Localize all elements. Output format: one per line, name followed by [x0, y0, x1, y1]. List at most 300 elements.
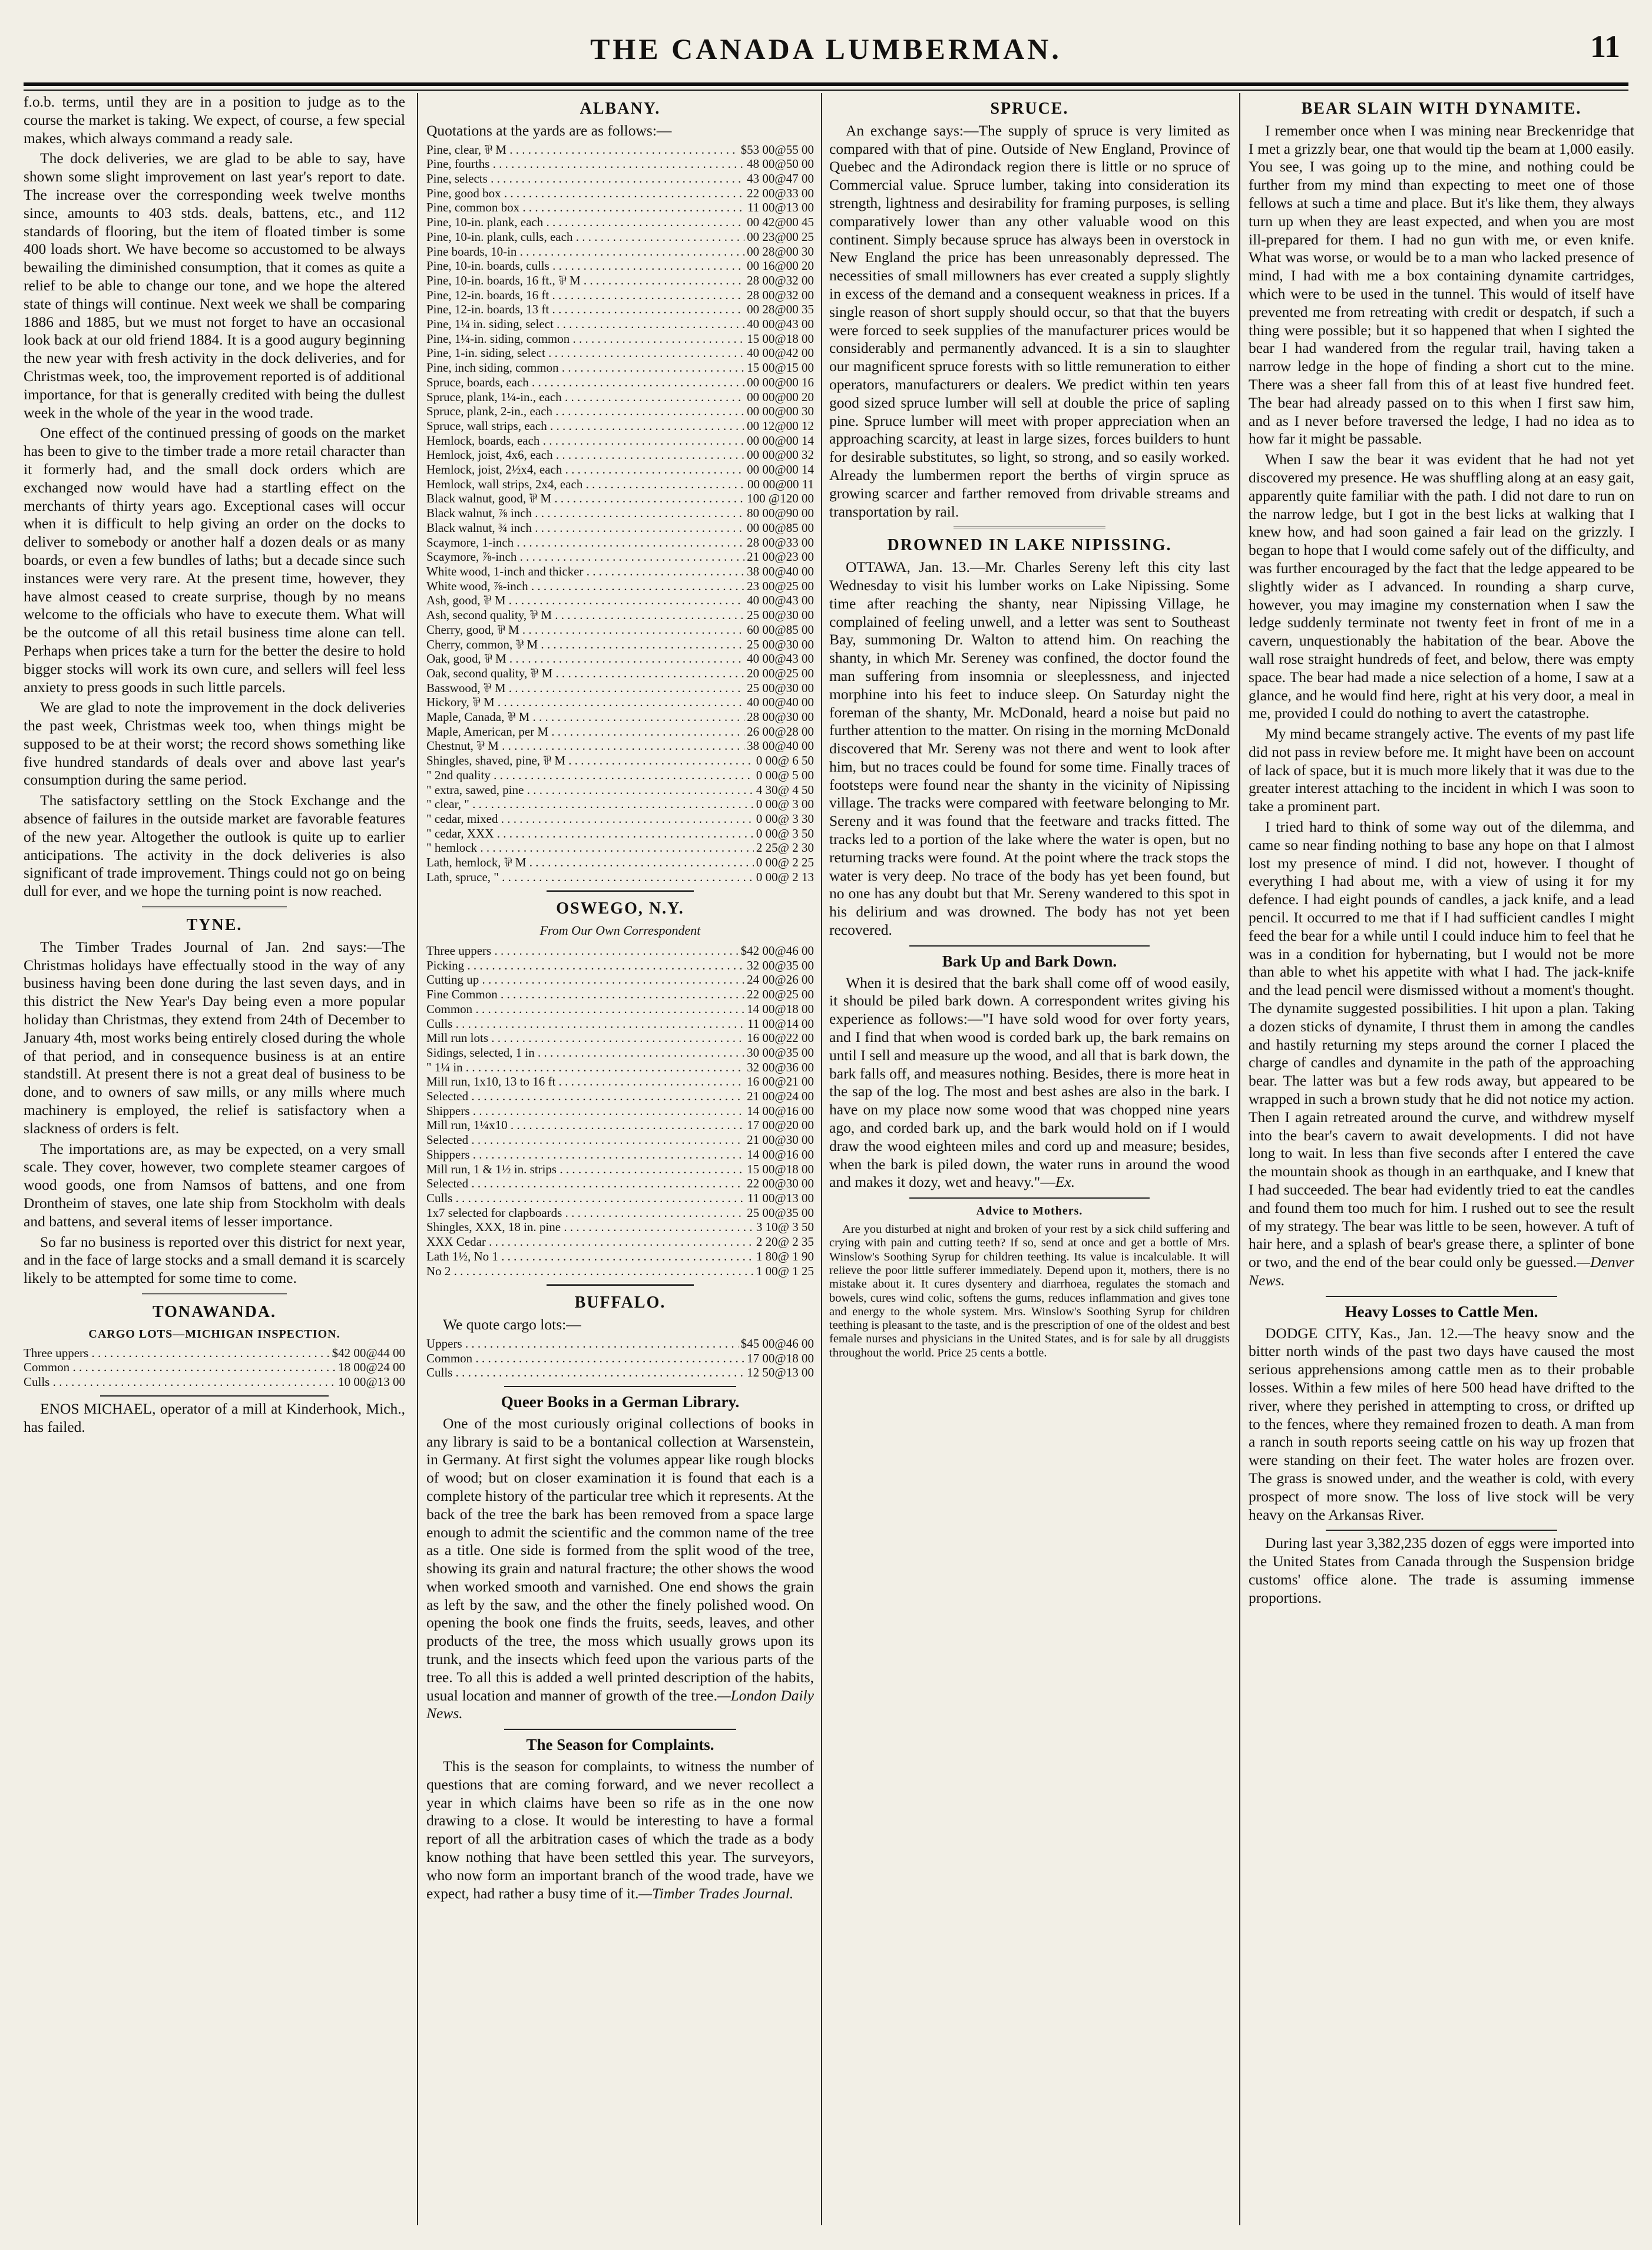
price-item-name: Oak, second quality, ⅌ M . . . [426, 666, 744, 681]
price-item-name: Pine, clear, ⅌ M . . . [426, 143, 739, 157]
price-item-name: " cedar, mixed . . . [426, 812, 754, 826]
price-row [426, 521, 814, 535]
price-item-name: Chestnut, ⅌ M . . . [426, 739, 744, 753]
price-row [426, 1176, 814, 1191]
price-row [426, 375, 814, 390]
price-item-name: " cedar, XXX . . . [426, 826, 754, 841]
price-item-name: Pine, 10-in. boards, 16 ft., ⅌ M . . . [426, 273, 744, 288]
price-item-name: White wood, ⅞-inch . . . [426, 579, 744, 594]
price-row [426, 841, 814, 855]
price-row [426, 1235, 814, 1249]
price-row [426, 535, 814, 550]
price-item-value: 0 00@ 2 25 [756, 855, 814, 870]
price-row [426, 434, 814, 448]
price-item-name: Selected . . . [426, 1133, 744, 1147]
price-item-value: 00 00@00 11 [747, 477, 814, 491]
price-item-value: 14 00@16 00 [747, 1103, 814, 1118]
separator [142, 906, 287, 909]
price-item-value: 00 23@00 25 [747, 229, 814, 244]
price-item-value: 15 00@18 00 [747, 331, 814, 346]
price-item-name: Spruce, wall strips, each . . . [426, 419, 744, 434]
price-item-name: Selected . . . [426, 1176, 744, 1191]
price-row [426, 579, 814, 594]
price-item-value: 0 00@ 5 00 [756, 767, 814, 782]
price-item-value: 40 00@42 00 [747, 346, 814, 360]
price-item-name: Mill run lots . . . [426, 1031, 744, 1045]
price-row [426, 506, 814, 521]
price-row [426, 695, 814, 710]
separator [547, 890, 694, 893]
price-item-name: Three uppers . . . [426, 944, 739, 958]
price-item-name: Scaymore, 1-inch . . . [426, 535, 744, 550]
price-row [426, 1002, 814, 1017]
article-title-bear: BEAR SLAIN WITH DYNAMITE. [1301, 100, 1582, 118]
paragraph: Are you disturbed at night and broken of your rest by a sick child suffering and crying with pain and cutting teeth? If so, send at once and get a bottle of Mrs. Winslow's Soothing Syrup for children teething. Its value is incalculable. It will relieve the poor little sufferer immediately. Depend upon it, mothers, there is no mistake about it. It cures dysentery and diarrhoea, regulates the stomach and bowels, cures wind colic, softens the gums, reduces inflammation and gives tone and energy to the whole system. Mrs. Winslow's Soothing Syrup for children teething is pleasant to the taste, and is the prescription of one of the oldest and best female nurses and physicians in the United States, and is for sale by all druggists throughout the world. Price 25 cents a bottle. [829, 1223, 1230, 1359]
price-item-name: Sidings, selected, 1 in . . . [426, 1045, 744, 1060]
price-item-name: Spruce, plank, 2-in., each . . . [426, 404, 744, 419]
price-row [426, 1089, 814, 1104]
price-item-value: 38 00@40 00 [747, 739, 814, 753]
price-item-value: 21 00@30 00 [747, 1133, 814, 1147]
price-row [426, 753, 814, 768]
price-row: Common . . . 18 00@24 00 [24, 1360, 405, 1375]
price-row [426, 710, 814, 724]
price-item-value: 00 00@00 30 [747, 404, 814, 419]
price-item-value: 48 00@50 00 [747, 157, 814, 171]
price-row [426, 944, 814, 958]
paragraph: f.o.b. terms, until they are in a position to judge as to the course the market is taking. We expect, of course, a few special makes, which always command a ready sale. [24, 93, 405, 147]
column-divider [821, 93, 822, 2225]
price-item-name: White wood, 1-inch and thicker . . . [426, 564, 744, 579]
price-row [426, 1206, 814, 1220]
column-divider [1239, 93, 1240, 2225]
price-item-value: 00 28@00 30 [747, 244, 814, 259]
separator [504, 1386, 737, 1387]
price-item-value: 14 00@16 00 [747, 1147, 814, 1162]
price-item-name: Hemlock, joist, 4x6, each . . . [426, 448, 744, 462]
price-item-name: Pine, 1¼-in. siding, common . . . [426, 332, 744, 346]
price-row [426, 1264, 814, 1279]
price-item-value: 22 00@25 00 [747, 987, 814, 1002]
price-row [426, 215, 814, 230]
paragraph: We are glad to note the improvement in the dock deliveries the past week, Christmas week too, when things might be supposed to be at their worst; the record shows something like five hundred standards of deals over and above last year's consumption during the same period. [24, 699, 405, 789]
price-item-name: Ash, good, ⅌ M . . . [426, 593, 744, 608]
price-item-name: Pine, 10-in. boards, culls . . . [426, 259, 744, 273]
price-row [426, 987, 814, 1002]
column-2 [426, 93, 814, 2228]
paragraph: This is the season for complaints, to witness the number of questions that are coming forward, and we never recollect a year in which claims have been so rife as in the one now drawing to a close. It would be interesting to have a formal report of all the arbitration cases of which the trade as a body know nothing that have been settled this year. The surveyors, who now form an important branch of the wood trade, have we expect, had rather a busy time of it.—Timber Trades Journal. [426, 1758, 814, 1902]
price-row [426, 259, 814, 273]
price-row [426, 288, 814, 303]
paragraph: The Timber Trades Journal of Jan. 2nd says:—The Christmas holidays have effectually stood in the way of any business having been done during the last seven days, and in this district the New Year's Day being even a more popular holiday than Christmas, they extend from 24th of December to January 4th, most works being entirely closed during the whole of that period, and in consequence business is at an entire standstill. At present there is not a great deal of business to be done, and to owners of saw mills, or any mills where much machinery is employed, the relief is satisfactory when a slackness of orders is felt. [24, 938, 405, 1137]
article-title-oswego: OSWEGO, N.Y. [556, 899, 684, 918]
price-row [426, 1249, 814, 1264]
price-item-name: Common . . . [426, 1351, 744, 1366]
price-item-value: 11 00@13 00 [747, 200, 814, 215]
paragraph: One of the most curiously original collections of books in any library is said to be a bontanical collection at Warsenstein, in Germany. At first sight the volumes appear like rough blocks of wood; but on closer examination it is found that each is a complete history of the particular tree which it represents. At the back of the tree the bark has been removed from a space large enough to admit the scientific and the common name of the tree as a title. One side is formed from the split wood of the tree, showing its grain and natural fracture; the other shows the wood when worked smooth and varnished. One end shows the grain as left by the saw, and the other the finely polished wood. On opening the book one finds the fruits, seeds, leaves, and other products of the tree, the moss which usually grows upon its trunk, and the insects which feed upon the various parts of the tree. To all this is added a well printed description of the habits, usual location and manner of growth of the tree.—London Daily News. [426, 1414, 814, 1722]
price-row [426, 171, 814, 186]
price-item-name: No 2 . . . [426, 1264, 754, 1279]
price-item-value: 25 00@35 00 [747, 1205, 814, 1220]
price-item-name: Maple, American, per M . . . [426, 724, 744, 739]
price-item-value: 20 00@25 00 [747, 666, 814, 680]
price-item-name: Hemlock, wall strips, 2x4, each . . . [426, 477, 745, 492]
price-item-name: Shingles, shaved, pine, ⅌ M . . . [426, 753, 754, 768]
price-item-value: 21 00@24 00 [747, 1089, 814, 1104]
article-title-advice: Advice to Mothers. [976, 1205, 1083, 1218]
price-item-value: 16 00@22 00 [747, 1031, 814, 1045]
price-item-name: " hemlock . . . [426, 841, 754, 855]
paragraph: The dock deliveries, we are glad to be able to say, have shown some slight improvement on last year's report to date. The increase over the corresponding week twelve months since, amounts to 403 stds. deals, battens, etc., and 112 standards of flooring, but the item of floated timber is some 400 loads short. We have become so accustomed to be always bewailing the diminished consumption, that it comes as quite a relief to be able to change our tone, and we hope the altered state of things will continue. Next week we shall be comparing 1886 and 1885, but we must not forget to have an occasional look back at our old friend 1884. It is a good augury beginning the new year with fresh activity in the dock deliveries, and for Christmas week, too, the improvement reported is of additional importance, for that is generally credited with being the dullest week in the whole of the year in the wood trade. [24, 150, 405, 421]
article-title-spruce: SPRUCE. [990, 100, 1069, 118]
price-item-value: $42 00@46 00 [740, 944, 814, 958]
price-item-value: 4 30@ 4 50 [756, 782, 814, 797]
price-item-name: Pine, 10-in. plank, each . . . [426, 215, 744, 230]
price-row [426, 812, 814, 826]
price-row: Three uppers . . . $42 00@44 00 [24, 1346, 405, 1361]
price-item-name: " 1¼ in . . . [426, 1060, 744, 1075]
price-item-value: 30 00@35 00 [747, 1045, 814, 1060]
price-row [426, 958, 814, 973]
price-item-name: Hemlock, boards, each . . . [426, 434, 744, 448]
paragraph: An exchange says:—The supply of spruce is very limited as compared with that of pine. Outside of New England, Province of Quebec and the Adirondack region there is little or no spruce of Commercial value. Spruce lumber, taking into consideration its strength, lightness and desirability for framing purposes, is selling comparatively lower than any other valuable wood on this continent. Simply because spruce has always been in overstock in New England the price has been unreasonably depressed. The necessities of small millowners has ever created a supply slightly in excess of the demand and a consequent weakness in prices. If a single reason of short supply should occur, so that that the buyers were forced to seek supplies of the manufacturer prices would be considerably and permanently advanced. It is a sin to slaughter our magnificent spruce forests with so little remuneration to either operators, manufacturers or dealers. We predict within ten years good sized spruce lumber will sell at double the price of sapling pine. Spruce lumber will meet with proper appreciation when an approaching scarcity, at least in large sizes, forces builders to hunt for desirable substitutes, so light, so strong, and so easily worked. Already the lumbermen report the berths of virgin spruce as growing scarcer and farther removed from drivable streams and transportation by rail. [829, 121, 1230, 520]
separator [909, 945, 1150, 947]
price-row [426, 855, 814, 870]
price-item-name: Black walnut, ¾ inch . . . [426, 521, 744, 535]
price-row [426, 462, 814, 477]
price-row [426, 1147, 814, 1162]
price-item-value: 14 00@18 00 [747, 1001, 814, 1016]
price-row [426, 1104, 814, 1119]
header-rule [24, 82, 1628, 86]
price-row [426, 1365, 814, 1380]
separator [954, 527, 1105, 530]
price-item-value: 32 00@35 00 [747, 958, 814, 972]
price-item-name: Selected . . . [426, 1089, 744, 1104]
price-row: Culls . . . 10 00@13 00 [24, 1375, 405, 1389]
price-item-value: 38 00@40 00 [747, 564, 814, 578]
article-title-tonawanda: TONAWANDA. [152, 1303, 277, 1321]
price-item-value: 32 00@36 00 [747, 1060, 814, 1074]
price-item-value: 21 00@23 00 [747, 550, 814, 564]
notice: ENOS MICHAEL, operator of a mill at Kinderhook, Mich., has failed. [24, 1399, 405, 1435]
price-item-value: 00 28@00 35 [747, 302, 814, 317]
price-item-name: Picking . . . [426, 958, 744, 973]
price-item-name: Pine, common box . . . [426, 200, 745, 215]
price-item-value: 0 00@ 2 13 [756, 869, 814, 884]
price-row [426, 1133, 814, 1147]
price-item-value: 17 00@18 00 [747, 1351, 814, 1365]
price-row [426, 1336, 814, 1351]
price-row [426, 332, 814, 346]
price-item-value: 3 10@ 3 50 [756, 1220, 814, 1235]
separator [504, 1729, 737, 1730]
paragraph: My mind became strangely active. The events of my past life did not pass in review before me. It might have been on account of lack of space, but it is much more likely that it was due to the greater interest attaching to the incident in which I was soon to take a prominent part. [1249, 725, 1634, 815]
price-item-value: 22 00@30 00 [747, 1176, 814, 1191]
section-subtitle: CARGO LOTS—MICHIGAN INSPECTION. [88, 1327, 340, 1341]
price-item-value: 12 50@13 00 [747, 1365, 814, 1380]
source-credit: —Timber Trades Journal. [638, 1884, 794, 1902]
column-4 [1249, 93, 1634, 2228]
price-row [426, 666, 814, 681]
separator [1326, 1530, 1557, 1531]
price-item-value: 28 00@33 00 [747, 535, 814, 550]
paragraph: When I saw the bear it was evident that he had not yet discovered my presence. He was shuffling along at an easy gait, apparently quite familiar with the path. I did not dare to run on the narrow ledge, but I got in the best licks at walking that I knew how, and had soon gained a fair lead on the grizzly. I began to hope that I would come safely out of the difficulty, and was further encouraged by the fact that the ledge appeared to be slightly wider as I advanced. In rounding a sharp curve, however, you may imagine my consternation when I saw the ledge suddenly terminate not twenty feet in front of me in a cavern, unquestionably the habitation of the bear. Above the wall rose straight hundreds of feet, and below, there was empty space. The bear had made a nice selection of a home, I saw at a glance, and he would find here, right at his very door, a meal in me, provided I could do nothing to avert the catastrophe. [1249, 451, 1634, 722]
price-item-name: " extra, sawed, pine . . . [426, 783, 754, 798]
price-row [426, 273, 814, 288]
price-item-name: Pine boards, 10-in . . . [426, 244, 744, 259]
price-item-name: Uppers . . . [426, 1336, 739, 1351]
price-row [426, 1060, 814, 1075]
price-row [426, 157, 814, 171]
paragraph: So far no business is reported over this district for next year, and in the face of large stocks and a small demand it is scarcely likely to be attempted for some time to come. [24, 1233, 405, 1287]
price-item-value: 17 00@20 00 [747, 1118, 814, 1133]
price-item-name: " clear, " . . . [426, 797, 754, 812]
price-row [426, 477, 814, 492]
price-item-value: 40 00@43 00 [747, 593, 814, 608]
price-item-value: 00 00@00 32 [747, 448, 814, 462]
column-1 [24, 93, 405, 2228]
paragraph: When it is desired that the bark shall come off of wood easily, it should be piled bark down. A correspondent writes giving his experience as follows:—"I have sold wood for over forty years, and I find that when wood is corded bark up, the bark remains on until I sell and measure up the wood, and all that is bark down, the bark falls off, and measures nothing. Besides, there is more heat in the sap of the log. The most and best ashes are also in the bark. I have on my place now some wood that was chopped nine years ago, and corded bark up, and the bark would hold on if I would draw the wood eighteen miles and cord up and measure; besides, when the bark is piled down, the water runs in around the wood and makes it dozy, wet and heavy."—Ex. [829, 974, 1230, 1191]
price-row [426, 783, 814, 798]
price-item-name: Pine, 1¼ in. siding, select . . . [426, 317, 744, 332]
price-row [426, 870, 814, 885]
paragraph: One effect of the continued pressing of goods on the market has been to give to the timber trade a more retail character than it formerly had, and the small dock orders which are exchanged now would have had a startling effect on the merchants of thirty years ago. Exceptional cases will occur when it is difficult to help giving an order on the docks to deliver to somebody or another half a dozen deals or as many boards, or even a few bundles of laths; but a decade since such instances were very rare. At the present time, however, they have almost ceased to create surprise, though by no means welcome to the officials who have to execute them. What will be the outcome of all this retail business time alone can tell. Perhaps when prices take a turn for the better the desire to hold bigger stocks will work its own cure, and sellers will feel less anxiety to press goods in such little parcels. [24, 424, 405, 696]
price-item-name: Lath, hemlock, ⅌ M . . . [426, 855, 754, 870]
price-item-value: $45 00@46 00 [740, 1336, 814, 1351]
price-row [426, 797, 814, 812]
price-row [426, 651, 814, 666]
price-item-value: 0 00@ 6 50 [756, 753, 814, 768]
price-item-name: Culls . . . [426, 1365, 744, 1380]
price-table-tonawanda [24, 1346, 405, 1389]
price-item-value: 80 00@90 00 [747, 506, 814, 521]
price-item-value: 100 @120 00 [747, 491, 814, 506]
price-item-name: 1x7 selected for clapboards . . . [426, 1206, 744, 1220]
paragraph: I remember once when I was mining near Breckenridge that I met a grizzly bear, one that would tip the beam at 1,000 easily. You see, I was going up to the mine, and nothing could be further from my mind than expecting to meet one of those fellows at such a time and place. But it's like them, they always turn up when they are least expected, and when you are most ill-prepared for them. I had no gun with me, or even knife. What was worse, or would be to a man who lacked presence of mind, I had with me a box containing dynamite cartridges, which were to be used in the tunnel. This would of itself have prevented me from retreating with credit or despatch, if such a thing were possible; but it so happened that when I sighted the bear I had wandered from the regular trail, having taken a narrow ledge in the hope of finding a short cut to the mine. There was a sheer fall from this of at least five hundred feet. The bear had already passed on to this when I first saw him, and as I never before traversed the ledge, I had no idea as to how far it might be passable. [1249, 121, 1634, 448]
price-item-name: Mill run, 1¼x10 . . . [426, 1118, 744, 1133]
price-row [426, 317, 814, 332]
price-item-name: Shingles, XXX, 18 in. pine . . . [426, 1220, 754, 1235]
article-title-buffalo: BUFFALO. [574, 1293, 666, 1312]
price-row [426, 404, 814, 419]
price-item-value: 11 00@13 00 [747, 1191, 814, 1205]
price-row [426, 608, 814, 623]
section-subtitle: From Our Own Correspondent [539, 923, 701, 938]
price-row [426, 244, 814, 259]
price-item-name: Maple, Canada, ⅌ M . . . [426, 710, 744, 724]
price-row [426, 826, 814, 841]
price-row [426, 1118, 814, 1133]
price-table-oswego [426, 944, 814, 1278]
price-item-name: Mill run, 1 & 1½ in. strips . . . [426, 1162, 744, 1177]
price-item-value: 25 00@30 00 [747, 637, 814, 651]
source-credit: —Denver News. [1249, 1253, 1634, 1289]
price-row [426, 739, 814, 753]
price-item-value: 16 00@21 00 [747, 1074, 814, 1089]
price-item-value: $53 00@55 00 [740, 142, 814, 157]
price-item-name: Basswood, ⅌ M . . . [426, 681, 744, 696]
price-item-name: XXX Cedar . . . [426, 1235, 754, 1249]
price-item-value: 40 00@40 00 [747, 695, 814, 710]
price-row [426, 593, 814, 608]
price-item-name: " 2nd quality . . . [426, 768, 754, 783]
source-credit: Ex. [1055, 1173, 1075, 1191]
separator [547, 1284, 694, 1287]
price-item-name: Spruce, boards, each . . . [426, 375, 744, 390]
price-item-name: Hickory, ⅌ M . . . [426, 695, 744, 710]
price-item-name: Black walnut, ⅞ inch . . . [426, 506, 744, 521]
price-row [426, 550, 814, 564]
masthead: THE CANADA LUMBERMAN. [590, 32, 1062, 65]
price-row [426, 1017, 814, 1031]
price-item-name: Shippers . . . [426, 1104, 744, 1119]
price-item-value: 23 00@25 00 [747, 578, 814, 593]
price-item-value: 00 00@00 20 [747, 389, 814, 404]
column-3 [829, 93, 1230, 2228]
price-item-value: 43 00@47 00 [747, 171, 814, 186]
price-item-value: 0 00@ 3 00 [756, 797, 814, 812]
price-row [426, 623, 814, 637]
price-row [426, 360, 814, 375]
price-item-value: 2 25@ 2 30 [756, 841, 814, 855]
price-item-value: 2 20@ 2 35 [756, 1235, 814, 1249]
price-row [426, 564, 814, 579]
price-table-albany [426, 143, 814, 885]
price-row [426, 346, 814, 360]
article-title-season: The Season for Complaints. [526, 1736, 714, 1754]
price-item-name: Mill run, 1x10, 13 to 16 ft . . . [426, 1074, 744, 1089]
price-item-name: Shippers . . . [426, 1147, 744, 1162]
price-item-value: 1 00@ 1 25 [756, 1263, 814, 1278]
price-row [426, 1045, 814, 1060]
price-row [426, 230, 814, 244]
price-item-value: 00 12@00 12 [747, 418, 814, 433]
price-item-value: 60 00@85 00 [747, 622, 814, 637]
price-item-value: 00 00@00 16 [747, 375, 814, 389]
price-item-name: Common . . . [426, 1002, 744, 1017]
price-item-name: Scaymore, ⅞-inch . . . [426, 550, 744, 564]
source-credit: —London Daily News. [426, 1686, 814, 1722]
price-item-value: 11 00@14 00 [747, 1016, 814, 1031]
price-item-name: Pine, good box . . . [426, 186, 744, 201]
price-item-value: 00 00@00 14 [747, 433, 814, 448]
price-row [426, 681, 814, 696]
price-row [426, 186, 814, 201]
separator [1326, 1296, 1557, 1297]
separator [142, 1293, 287, 1296]
price-row [426, 972, 814, 987]
price-item-name: Cutting up . . . [426, 972, 744, 987]
price-row [426, 302, 814, 317]
column-divider [417, 93, 418, 2225]
price-item-name: Pine, 10-in. plank, culls, each . . . [426, 230, 744, 244]
price-row [426, 143, 814, 157]
price-item-value: 40 00@43 00 [747, 317, 814, 332]
paragraph: The importations are, as may be expected, on a very small scale. They cover, however, two complete steamer cargoes of wood goods, one from Namsos of battens, and one from Drontheim of staves, one late ship from Stockholm with deals and battens, and several items of lesser importance. [24, 1140, 405, 1230]
price-item-value: 25 00@30 00 [747, 680, 814, 695]
paragraph: I tried hard to think of some way out of the dilemma, and came so near finding nothing to base any hope on that I almost lost my presence of mind. I did not, however. I thought of everything I had about me, with a view of using it for my defence. I had eight pounds of candles, a jack knife, and a lead pencil. It occurred to me that if I had sufficient candles I might feed the bear for a while until I could induce him to feel that he was in a condition for hybernating, but I would not be more than able to whet his appetite with what I had. The jack-knife and the lead pencil were dismissed without a moment's thought. The dynamite suggested possibilities. I hit upon a plan. Taking a dozen sticks of dynamite, I thrust them in among the candles and hastily returning my steps around the corner I placed the charge of candles and dynamite in the path of the approaching bear. The latter was but a few rods away, but appeared to be wrapped in such a brown study that he did not notice my action. Then I again retreated around the curve, and withdrew myself into the bear's cavern to await developments. I did not have long to wait. In less than five seconds after I entered the cave the mountain shook as though in an earthquake, and I knew that I had succeeded. The bear had evidently tried to eat the candles and found them too much for him. I rushed out to see the result of my strategy. The bear was little to be seen, however. A tuft of hair here, and a splash of bear's grease there, a splinter of bone or two, and the end of the bear could only be guessed.—Denver News. [1249, 818, 1634, 1289]
price-item-value: 1 80@ 1 90 [756, 1249, 814, 1263]
price-item-name: Pine, 1-in. siding, select . . . [426, 346, 744, 360]
price-item-name: Cherry, common, ⅌ M . . . [426, 637, 744, 652]
price-row [426, 724, 814, 739]
price-row [426, 1031, 814, 1045]
price-item-name: Pine, 12-in. boards, 16 ft . . . [426, 288, 744, 303]
price-item-value: 24 00@26 00 [747, 972, 814, 987]
paragraph: OTTAWA, Jan. 13.—Mr. Charles Sereny left this city last Wednesday to visit his lumber works on Lake Nipissing. Some time after reaching the shanty, near Nipissing Village, he complained of feeling unwell, and a letter was sent to Southeast Bay, summoning Dr. Walton to attend him. On reaching the shanty, in which Mr. Sereney was confined, the doctor found the man suffering from insomnia or sleeplessness, and injected morphine into his feet to induce sleep. On Saturday night the foreman of the shanty, Mr. McDonald, heard a noise but paid no further attention to the matter. On rising in the morning McDonald discovered that Mr. Sereny was not there and went to look after him, but no traces could be found for some time. Finally traces of footsteps were found near the shanty in the vicinity of Nipissing village. The tracks were compared with feetware belonging to Mr. Sereny and it was found that the feetware and tracks fitted. The tracks led to a portion of the lake where the water is open, but no returning tracks were found. At the point where the track stops the water is very deep. No trace of the body has yet been found, but no one has any doubt but that Mr. Sereny wandered to this spot in his delirium and was drowned. The body has not yet been recovered. [829, 558, 1230, 939]
price-item-value: 00 16@00 20 [747, 259, 814, 273]
price-item-value: 26 00@28 00 [747, 724, 814, 739]
price-row [426, 1074, 814, 1089]
paragraph: We quote cargo lots:— [443, 1316, 581, 1334]
price-row [426, 1351, 814, 1366]
article-title-cattle: Heavy Losses to Cattle Men. [1345, 1302, 1538, 1321]
price-item-name: Culls . . . [426, 1191, 745, 1206]
article-title-tyne: TYNE. [186, 916, 243, 935]
price-item-name: Ash, second quality, ⅌ M . . . [426, 608, 744, 623]
price-item-name: Lath 1½, No 1 . . . [426, 1249, 754, 1264]
price-item-name: Cherry, good, ⅌ M . . . [426, 623, 744, 637]
price-item-value: 28 00@30 00 [747, 710, 814, 724]
separator [909, 1197, 1150, 1199]
price-item-name: Pine, 12-in. boards, 13 ft . . . [426, 302, 744, 317]
price-row [426, 419, 814, 434]
paragraph: During last year 3,382,235 dozen of eggs were imported into the United States from Canada through the Suspension bridge customs' office alone. The trade is assuming immense proportions. [1249, 1534, 1634, 1606]
price-item-value: 28 00@32 00 [747, 287, 814, 302]
article-title-albany: ALBANY. [580, 100, 661, 118]
article-title-books: Queer Books in a German Library. [501, 1392, 740, 1411]
price-item-value: 22 00@33 00 [747, 186, 814, 200]
price-row [426, 768, 814, 783]
paragraph: DODGE CITY, Kas., Jan. 12.—The heavy snow and the bitter north winds of the past two days have caused the most serious apprehensions among cattle men as to their probable losses. Within a few miles of here 500 head have drifted to the river, where they perished in attempting to cross, or drifted up to the fences, where they remained frozen to death. A man from a ranch in south reports seeing cattle on his way up frozen that were standing on their feet. The water holes are frozen over. The grass is snowed under, and the weather is cold, with every prospect of more snow. The loss of live stock will be very heavy on the Arkansas River. [1249, 1324, 1634, 1523]
price-item-value: 40 00@43 00 [747, 651, 814, 666]
price-item-value: 25 00@30 00 [747, 608, 814, 623]
header-rule-thin [24, 90, 1628, 91]
separator [100, 1395, 329, 1397]
price-item-name: Hemlock, joist, 2½x4, each . . . [426, 462, 744, 477]
price-row [426, 1220, 814, 1235]
price-row [426, 491, 814, 506]
price-item-value: 0 00@ 3 50 [756, 826, 814, 841]
price-item-name: Pine, fourths . . . [426, 157, 744, 171]
paragraph: Quotations at the yards are as follows:— [426, 121, 672, 139]
price-item-value: 00 00@85 00 [747, 520, 814, 535]
price-item-name: Lath, spruce, " . . . [426, 870, 754, 885]
price-item-value: 28 00@32 00 [747, 273, 814, 287]
price-item-value: 00 42@00 45 [747, 215, 814, 230]
price-item-name: Pine, inch siding, common . . . [426, 360, 744, 375]
price-row [426, 1191, 814, 1206]
article-title-drowned: DROWNED IN LAKE NIPISSING. [887, 536, 1172, 555]
price-item-value: 0 00@ 3 30 [756, 811, 814, 826]
price-item-name: Fine Common . . . [426, 987, 744, 1002]
price-item-value: 15 00@18 00 [747, 1162, 814, 1176]
advertisement [829, 1223, 1230, 1360]
price-item-value: 15 00@15 00 [747, 360, 814, 375]
price-item-name: Oak, good, ⅌ M . . . [426, 651, 744, 666]
price-row [426, 200, 814, 215]
page-number: 11 [1590, 29, 1620, 64]
price-item-name: Pine, selects . . . [426, 171, 744, 186]
paragraph: The satisfactory settling on the Stock Exchange and the absence of failures in the outside market are favorable features of the new year. Altogether the outlook is quite up to earlier anticipations. The activity in the dock deliveries is also significant of trade improvement. Things could not go on being dull for ever, and we hope the turning point is now reached. [24, 792, 405, 900]
price-row [426, 637, 814, 652]
price-item-name: Culls . . . [426, 1017, 745, 1031]
price-table-buffalo [426, 1336, 814, 1380]
price-row [426, 1162, 814, 1177]
article-title-bark: Bark Up and Bark Down. [942, 952, 1117, 970]
price-item-name: Black walnut, good, ⅌ M . . . [426, 491, 744, 506]
